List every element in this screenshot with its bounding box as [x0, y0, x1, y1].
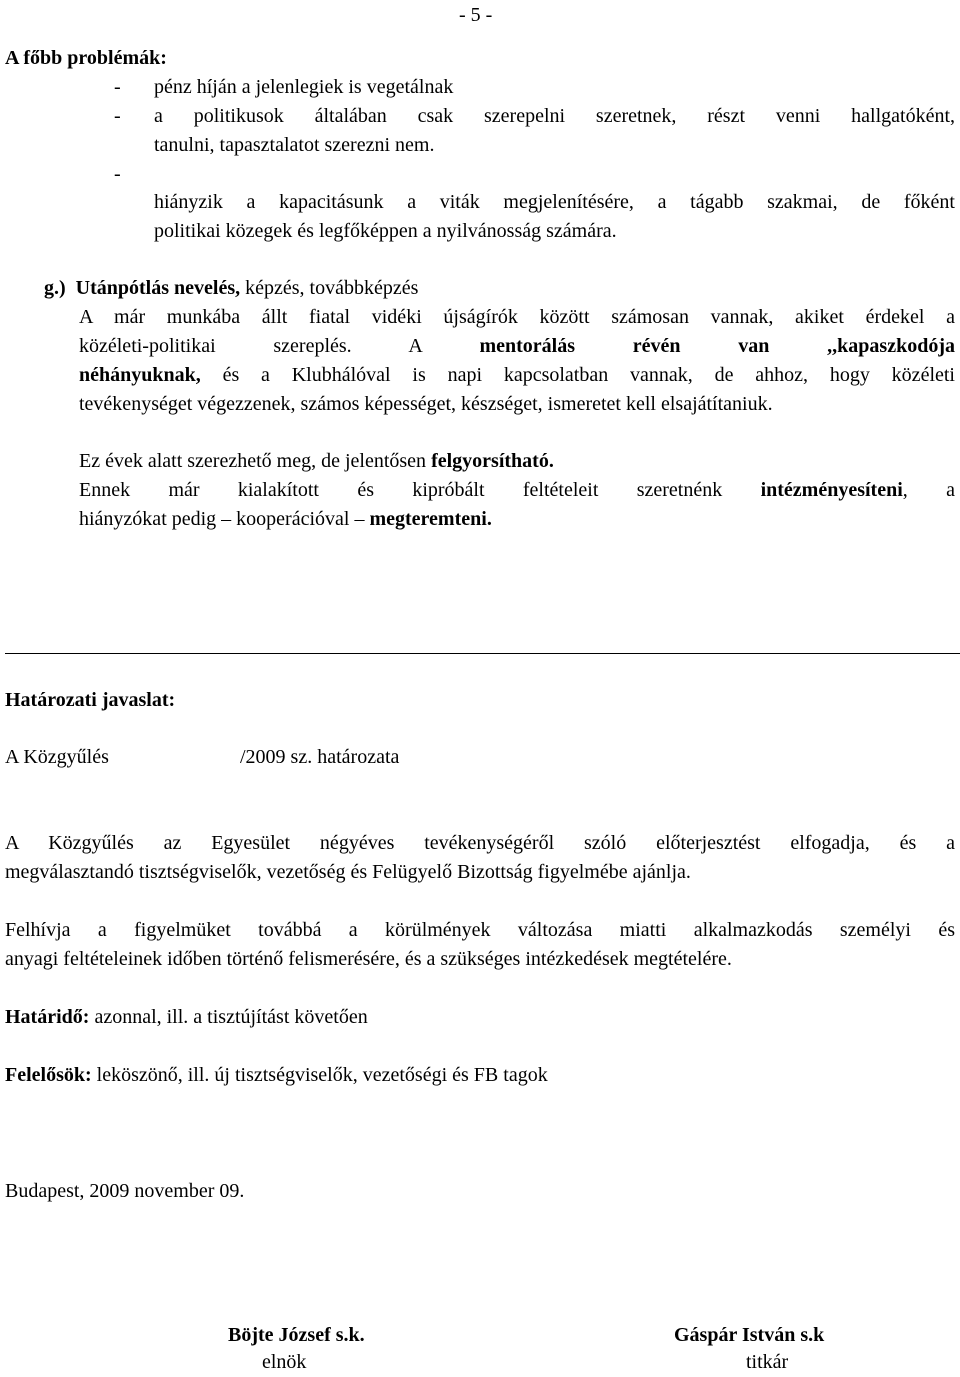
- list-item-text: tanulni, tapasztalatot szerezni nem.: [154, 134, 435, 156]
- list-item-text: politikai közegek és legfőképpen a nyilvánosság számára.: [154, 220, 617, 242]
- section-g-title: g.) Utánpótlás nevelés, képzés, továbbképzés: [44, 277, 419, 299]
- paragraph-line: közéleti-politikai szereplés. A mentorálás révén van ,,kapaszkodója: [79, 335, 955, 357]
- list-dash: -: [114, 163, 121, 185]
- deadline: Határidő: azonnal, ill. a tisztújítást követően: [5, 1006, 368, 1028]
- section-g-paragraph-2: Ez évek alatt szerezhető meg, de jelentősen felgyorsítható.: [79, 450, 554, 472]
- signature-name: Böjte József s.k.: [228, 1324, 365, 1346]
- problems-heading: A főbb problémák:: [5, 47, 167, 69]
- list-dash: -: [114, 105, 121, 127]
- responsible: Felelősök: leköszönő, ill. új tisztségviselők, vezetőségi és FB tagok: [5, 1064, 548, 1086]
- paragraph-line: A már munkába állt fiatal vidéki újságírók között számosan vannak, akiket érdekel a: [79, 306, 955, 328]
- signature-role: elnök: [262, 1351, 307, 1373]
- paragraph-line: A Közgyűlés az Egyesület négyéves tevékenységéről szóló előterjesztést elfogadja, és a: [5, 832, 955, 854]
- signature-name: Gáspár István s.k: [674, 1324, 825, 1346]
- paragraph-line: Felhívja a figyelmüket továbbá a körülmények változása miatti alkalmazkodás személyi és: [5, 919, 955, 941]
- paragraph-line: hiányzókat pedig – kooperációval – megteremteni.: [79, 508, 492, 530]
- list-dash: -: [114, 76, 121, 98]
- list-item-text: a politikusok általában csak szerepelni szeretnek, részt venni hallgatóként,: [154, 105, 955, 127]
- resolution-number: /2009 sz. határozata: [240, 746, 400, 768]
- resolution-assembly: A Közgyűlés: [5, 746, 109, 768]
- paragraph-line: néhányuknak, és a Klubhálóval is napi kapcsolatban vannak, de ahhoz, hogy közéleti: [79, 364, 955, 386]
- page-number: - 5 -: [459, 4, 493, 26]
- paragraph-line: anyagi feltételeinek időben történő felismerésére, és a szükséges intézkedések megtételére.: [5, 948, 732, 970]
- paragraph-line: megválasztandó tisztségviselők, vezetőség és Felügyelő Bizottság figyelmébe ajánlja.: [5, 861, 691, 883]
- list-item-text: pénz híján a jelenlegiek is vegetálnak: [154, 76, 454, 98]
- paragraph-line: tevékenységet végezzenek, számos képességet, készséget, ismeretet kell elsajátítaniuk.: [79, 393, 773, 415]
- list-item-text: hiányzik a kapacitásunk a viták megjelenítésére, a tágabb szakmai, de főként: [154, 191, 955, 213]
- paragraph-line: Ennek már kialakított és kipróbált feltételeit szeretnénk intézményesíteni, a: [79, 479, 955, 501]
- horizontal-divider: [5, 653, 960, 654]
- place-date: Budapest, 2009 november 09.: [5, 1180, 245, 1202]
- resolution-heading: Határozati javaslat:: [5, 689, 176, 711]
- signature-role: titkár: [746, 1351, 789, 1373]
- list-item: [114, 73, 121, 102]
